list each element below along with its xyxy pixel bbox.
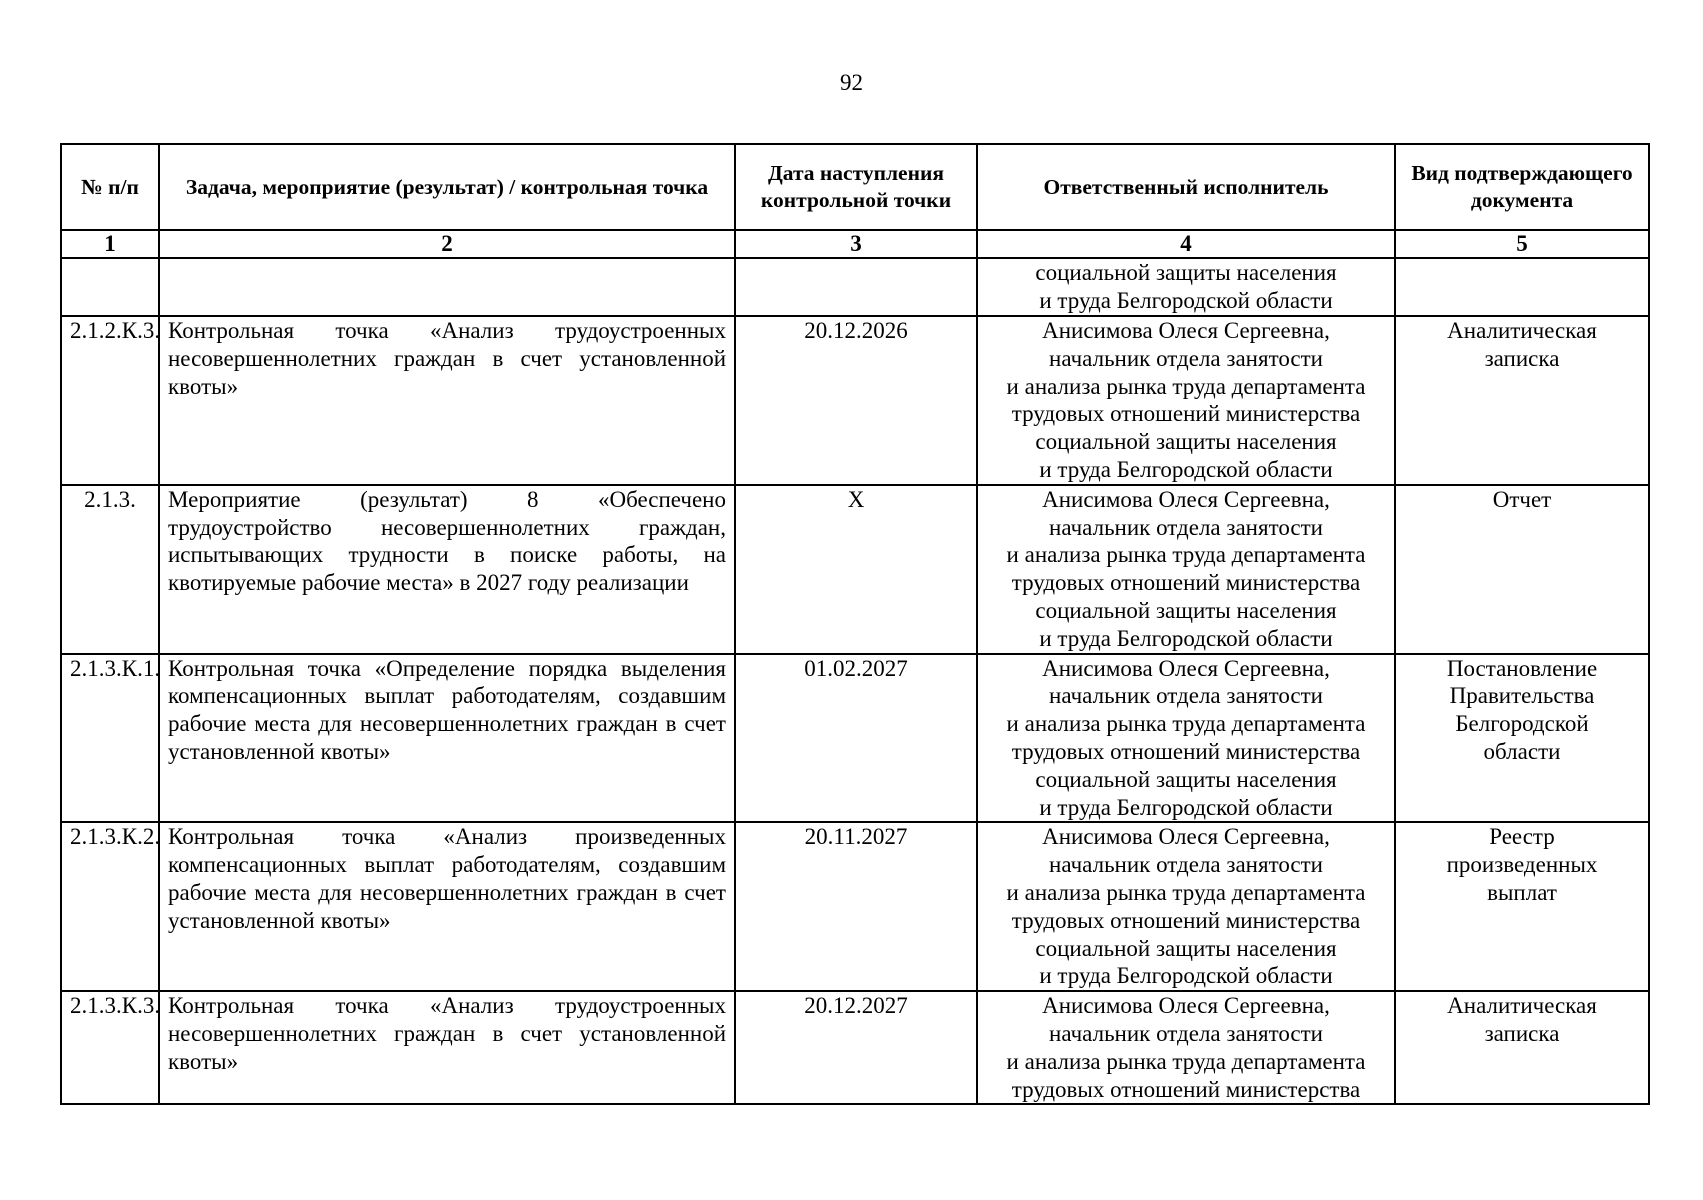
table-row bbox=[61, 316, 1649, 485]
row-number: 2.1.3.К.2. bbox=[61, 822, 159, 991]
row-document: Реестр произведенных выплат bbox=[1395, 822, 1649, 991]
table-row bbox=[61, 991, 1649, 1104]
row-task: Контрольная точка «Анализ произведенных компенсационных выплат работодателям, создавшим рабочие места для несовершеннолетних граждан в счет установленной квоты» bbox=[159, 822, 735, 991]
column-number: 4 bbox=[977, 230, 1395, 258]
page-number: 92 bbox=[840, 70, 863, 95]
row-task: Контрольная точка «Анализ трудоустроенных несовершеннолетних граждан в счет установленной квоты» bbox=[159, 991, 735, 1104]
column-number: 2 bbox=[159, 230, 735, 258]
row-date: 20.12.2027 bbox=[735, 991, 977, 1104]
row-number: 2.1.2.К.3. bbox=[61, 316, 159, 485]
row-number: 2.1.3.К.3. bbox=[61, 991, 159, 1104]
header-date: Дата наступления контрольной точки bbox=[735, 144, 977, 230]
row-task: Контрольная точка «Определение порядка выделения компенсационных выплат работодателям, создавшим рабочие места для несовершеннолетних граждан в счет установленной квоты» bbox=[159, 654, 735, 823]
row-document: Отчет bbox=[1395, 485, 1649, 654]
column-number: 1 bbox=[61, 230, 159, 258]
row-task bbox=[159, 258, 735, 316]
plan-table bbox=[60, 143, 1650, 1105]
row-date: 20.12.2026 bbox=[735, 316, 977, 485]
column-number: 5 bbox=[1395, 230, 1649, 258]
row-date: Х bbox=[735, 485, 977, 654]
table-row bbox=[61, 822, 1649, 991]
row-document: Аналитическая записка bbox=[1395, 991, 1649, 1104]
row-date bbox=[735, 258, 977, 316]
row-responsible: Анисимова Олеся Сергеевна, начальник отдела занятости и анализа рынка труда департамента трудовых отношений министерства социальной защиты населения и труда Белгородской области bbox=[977, 316, 1395, 485]
row-responsible: Анисимова Олеся Сергеевна, начальник отдела занятости и анализа рынка труда департамента трудовых отношений министерства социальной защиты населения и труда Белгородской области bbox=[977, 485, 1395, 654]
header-responsible: Ответственный исполнитель bbox=[977, 144, 1395, 230]
row-responsible: социальной защиты населения и труда Белгородской области bbox=[977, 258, 1395, 316]
column-number: 3 bbox=[735, 230, 977, 258]
row-document: Постановление Правительства Белгородской области bbox=[1395, 654, 1649, 823]
row-number: 2.1.3.К.1. bbox=[61, 654, 159, 823]
row-responsible: Анисимова Олеся Сергеевна, начальник отдела занятости и анализа рынка труда департамента трудовых отношений министерства социальной защиты населения и труда Белгородской области bbox=[977, 654, 1395, 823]
row-date: 20.11.2027 bbox=[735, 822, 977, 991]
table-row bbox=[61, 654, 1649, 823]
table-row bbox=[61, 258, 1649, 316]
row-responsible: Анисимова Олеся Сергеевна, начальник отдела занятости и анализа рынка труда департамента трудовых отношений министерства bbox=[977, 991, 1395, 1104]
row-number: 2.1.3. bbox=[61, 485, 159, 654]
header-row bbox=[61, 144, 1649, 230]
header-document: Вид подтверждающего документа bbox=[1395, 144, 1649, 230]
header-task: Задача, мероприятие (результат) / контрольная точка bbox=[159, 144, 735, 230]
row-document: Аналитическая записка bbox=[1395, 316, 1649, 485]
row-task: Контрольная точка «Анализ трудоустроенных несовершеннолетних граждан в счет установленной квоты» bbox=[159, 316, 735, 485]
row-number bbox=[61, 258, 159, 316]
row-document bbox=[1395, 258, 1649, 316]
column-numbers-row bbox=[61, 230, 1649, 258]
header-num: № п/п bbox=[61, 144, 159, 230]
row-date: 01.02.2027 bbox=[735, 654, 977, 823]
row-responsible: Анисимова Олеся Сергеевна, начальник отдела занятости и анализа рынка труда департамента трудовых отношений министерства социальной защиты населения и труда Белгородской области bbox=[977, 822, 1395, 991]
table-row bbox=[61, 485, 1649, 654]
row-task: Мероприятие (результат) 8 «Обеспечено трудоустройство несовершеннолетних граждан, испытывающих трудности в поиске работы, на квотируемые рабочие места» в 2027 году реализации bbox=[159, 485, 735, 654]
